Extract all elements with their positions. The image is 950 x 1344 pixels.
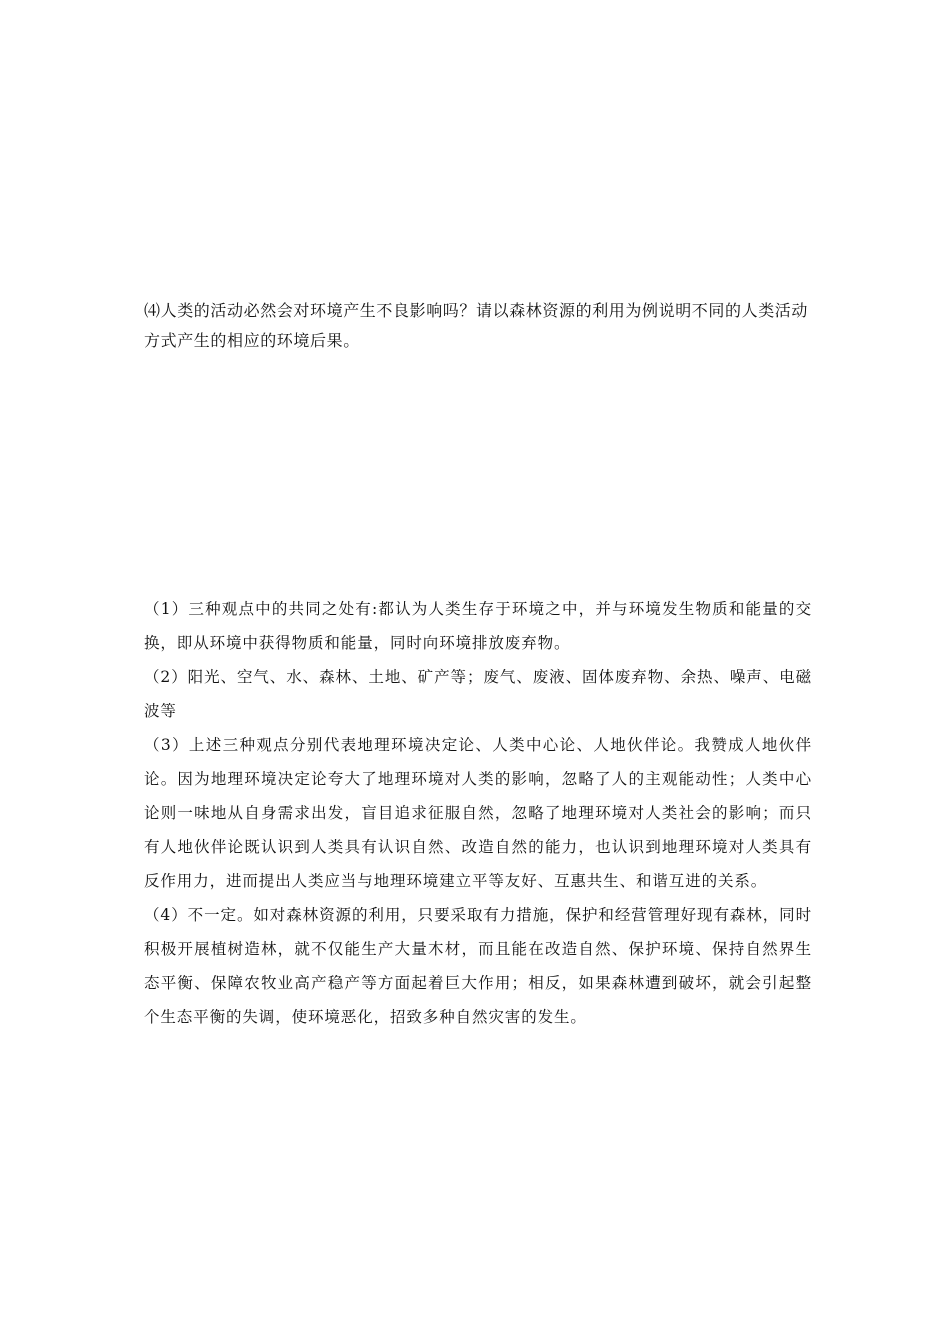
answer-4: （4）不一定。如对森林资源的利用，只要采取有力措施，保护和经营管理好现有森林，同时积极开展植树造林，就不仅能生产大量木材，而且能在改造自然、保护环境、保持自然界生态平衡、保障农牧业高产稳产等方面起着巨大作用；相反，如果森林遭到破坏，就会引起整个生态平衡的失调，使环境恶化，招致多种自然灾害的发生。 [144,906,812,1026]
answer-2: （2）阳光、空气、水、森林、土地、矿产等；废气、废液、固体废弃物、余热、噪声、电磁波等 [144,668,812,720]
answer-section [144,592,812,1034]
answer-1: （1）三种观点中的共同之处有:都认为人类生存于环境之中，并与环境发生物质和能量的交换，即从环境中获得物质和能量，同时向环境排放废弃物。 [144,600,812,652]
answer-3: （3）上述三种观点分别代表地理环境决定论、人类中心论、人地伙伴论。我赞成人地伙伴论。因为地理环境决定论夸大了地理环境对人类的影响，忽略了人的主观能动性；人类中心论则一味地从自身需求出发，盲目追求征服自然，忽略了地理环境对人类社会的影响；而只有人地伙伴论既认识到人类具有认识自然、改造自然的能力，也认识到地理环境对人类具有反作用力，进而提出人类应当与地理环境建立平等友好、互惠共生、和谐互进的关系。 [144,736,812,890]
question-4: ⑷人类的活动必然会对环境产生不良影响吗？请以森林资源的利用为例说明不同的人类活动方式产生的相应的环境后果。 [144,301,809,350]
